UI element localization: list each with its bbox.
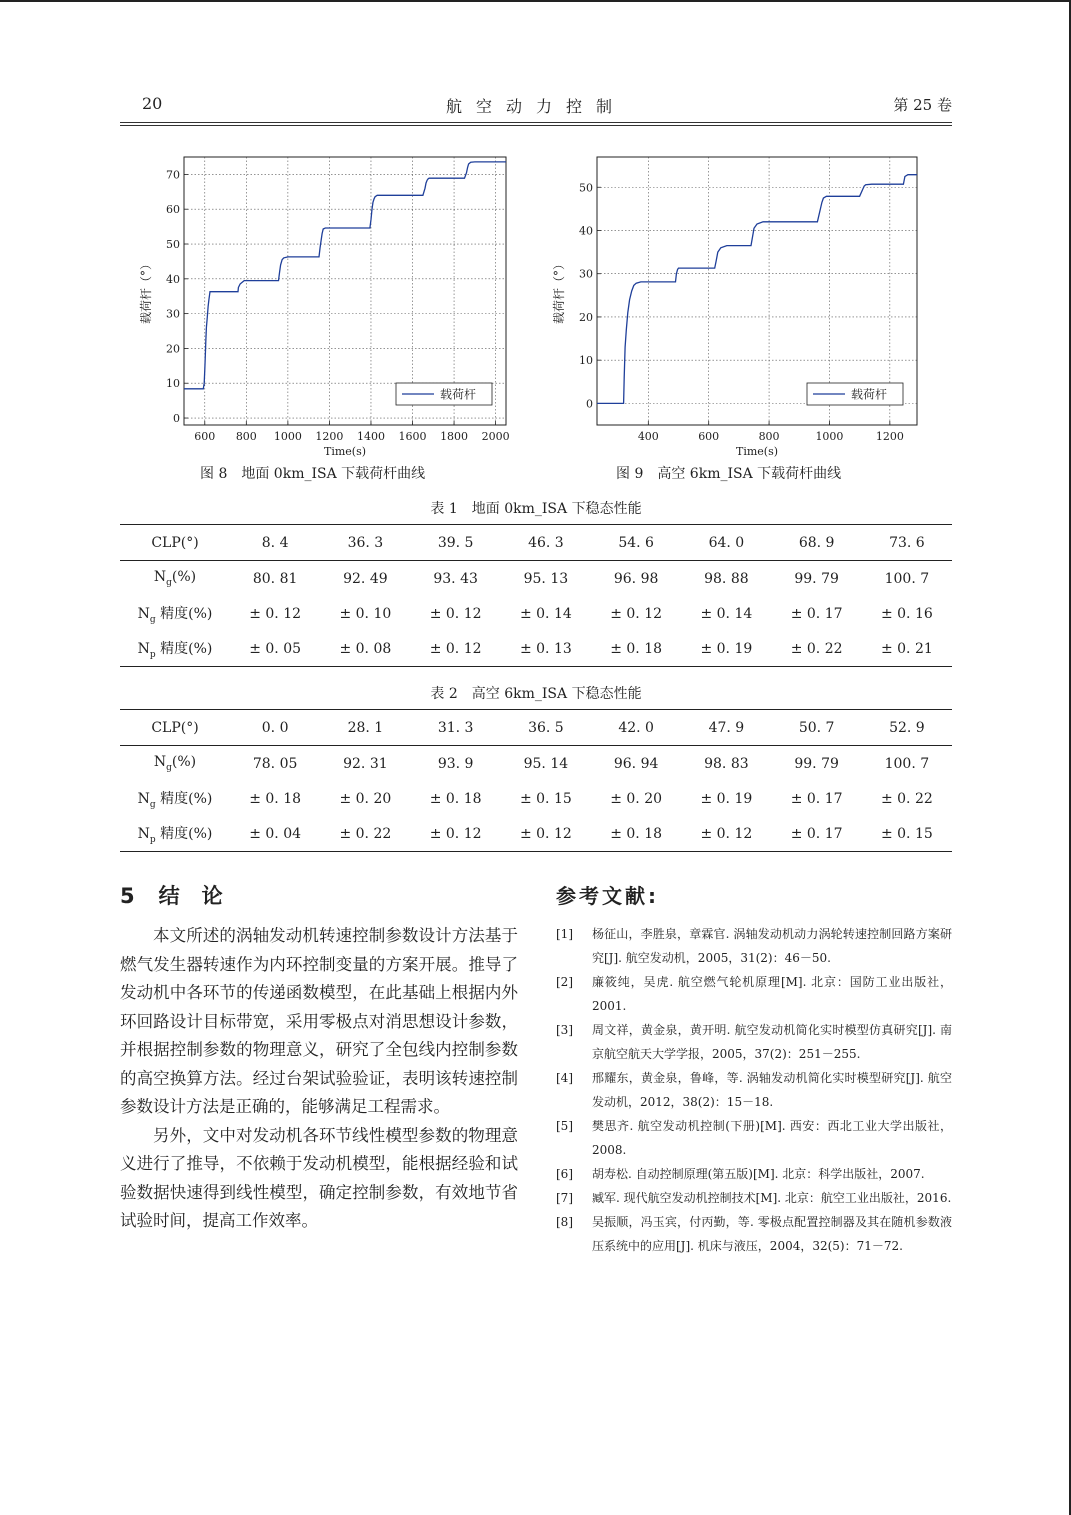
table-cell: ± 0. 12 (411, 816, 501, 852)
table-cell: ± 0. 15 (519, 790, 572, 807)
table-header-cell: 39. 5 (411, 525, 501, 561)
page-border-top (0, 0, 1071, 2)
conclusion-paragraph: 本文所述的涡轴发动机转速控制参数设计方法基于燃气发生器转速作为内环控制变量的方案开展。推导了发动机中各环节的传递函数模型，在此基础上根据内外环回路设计目标带宽，采用零极点对消思想设计参数，并根据控制参数的物理意义，研究了全包线内控制参数的高空换算方法。经过台架试验验证，表明该转速控制参数设计方法是正确的，能够满足工程需求。 (120, 926, 518, 1116)
reference-number: [5] (556, 1119, 573, 1133)
row-label-text: 精度(%) (155, 790, 213, 807)
reference-number: [7] (556, 1191, 573, 1205)
table-cell: ± 0. 10 (339, 605, 392, 622)
figure-8-caption: 图 8 地面 0km_ISA 下载荷杆曲线 (200, 466, 426, 482)
x-tick-label: 1800 (440, 430, 469, 443)
table-row (120, 596, 952, 631)
table-header-cell: 54. 6 (591, 525, 681, 561)
y-tick-label: 40 (579, 224, 593, 238)
table-cell: 92. 49 (343, 570, 388, 587)
x-tick-label: 1200 (875, 430, 904, 443)
row-label (120, 781, 230, 816)
volume-label: 第 25 卷 (893, 96, 952, 114)
table-header-cell: 73. 6 (862, 525, 952, 561)
table-header-cell: 8. 4 (230, 525, 320, 561)
table-cell: 95. 14 (523, 755, 569, 772)
y-tick-label: 40 (166, 272, 180, 286)
table-cell: ± 0. 17 (772, 816, 862, 852)
x-axis-label: Time(s) (323, 445, 367, 458)
y-tick-label: 20 (579, 310, 593, 324)
x-tick-label: 800 (758, 430, 780, 443)
row-label (120, 746, 230, 782)
table-row (120, 561, 952, 597)
table-cell: ± 0. 08 (320, 631, 410, 667)
table-header-label: CLP(°) (120, 525, 230, 561)
y-tick-label: 0 (586, 397, 593, 411)
table-cell: ± 0. 19 (700, 790, 753, 807)
table-header-cell: 28. 1 (320, 710, 410, 746)
row-label-symbol: N (153, 754, 167, 771)
reference-text: 杨征山，李胜泉，章霖官. 涡轴发动机动力涡轮转速控制回路方案研究[J]. 航空发动机，2005，31(2)：46－50. (592, 927, 952, 965)
y-tick-label: 0 (173, 412, 180, 426)
table-cell: ± 0. 13 (501, 631, 591, 667)
y-tick-label: 30 (579, 267, 593, 281)
conclusion-heading (120, 880, 245, 910)
reference-text: 臧军. 现代航空发动机控制技术[M]. 北京：航空工业出版社，2016. (592, 1191, 952, 1205)
table-header-cell: 42. 0 (591, 710, 681, 746)
legend-label: 载荷杆 (851, 387, 888, 402)
page-number: 20 (142, 94, 163, 113)
y-tick-label: 10 (166, 377, 180, 391)
y-tick-label: 20 (166, 342, 180, 356)
table-header-cell: 36. 5 (501, 710, 591, 746)
table-cell: ± 0. 12 (610, 605, 663, 622)
table-cell: 96. 98 (613, 570, 659, 587)
row-label-subscript: g (149, 799, 156, 810)
row-label-symbol: N (137, 790, 150, 807)
table-header-cell: 50. 7 (772, 710, 862, 746)
reference-item (556, 1186, 952, 1210)
table-cell: 100. 7 (884, 570, 930, 587)
row-label-text: 精度(%) (155, 640, 213, 657)
table-header-cell: 64. 0 (681, 525, 771, 561)
reference-text: 周文祥，黄金泉，黄开明. 航空发动机简化实时模型仿真研究[J]. 南京航空航天大学学报，2005，37(2)：251－255. (592, 1023, 952, 1061)
references-heading: 参考文献: (556, 884, 659, 908)
row-label-subscript: p (149, 834, 156, 845)
table-cell: 96. 94 (613, 755, 659, 772)
reference-text: 邢耀东，黄金泉，鲁峰，等. 涡轴发动机简化实时模型研究[J]. 航空发动机，2012，38(2)：15－18. (592, 1071, 952, 1109)
row-label-subscript: p (149, 649, 156, 660)
reference-number: [2] (556, 975, 573, 989)
table-1 (120, 524, 952, 667)
conclusion-body (120, 922, 518, 1236)
table-row (120, 816, 952, 852)
reference-number: [1] (556, 927, 573, 941)
reference-text: 廉筱纯，吴虎. 航空燃气轮机原理[M]. 北京：国防工业出版社，2001. (592, 975, 952, 1013)
table-header-cell: 46. 3 (501, 525, 591, 561)
table-header-cell: 36. 3 (320, 525, 410, 561)
row-label (120, 631, 230, 667)
table-cell: ± 0. 17 (790, 790, 843, 807)
table-cell: ± 0. 19 (681, 631, 771, 667)
row-label-symbol: N (137, 605, 150, 622)
table-cell: ± 0. 18 (429, 790, 482, 807)
table-header-cell: 52. 9 (862, 710, 952, 746)
table-cell: ± 0. 18 (249, 790, 302, 807)
table-cell: 93. 9 (437, 755, 474, 772)
table-cell: ± 0. 05 (230, 631, 320, 667)
y-tick-label: 60 (166, 203, 180, 217)
row-label (120, 596, 230, 631)
table-2-title: 表 2 高空 6km_ISA 下稳态性能 (430, 686, 642, 702)
reference-number: [4] (556, 1071, 573, 1085)
reference-item (556, 1018, 952, 1066)
y-tick-label: 70 (166, 168, 180, 182)
table-cell: 98. 83 (704, 755, 749, 772)
table-header-cell: 31. 3 (411, 710, 501, 746)
running-header (120, 94, 952, 124)
table-cell: ± 0. 12 (429, 605, 482, 622)
header-rule (120, 125, 952, 126)
figure-9-chart (545, 150, 925, 460)
table-cell: ± 0. 14 (519, 605, 572, 622)
table-cell: ± 0. 04 (230, 816, 320, 852)
chart-svg (120, 150, 520, 460)
row-label-text: 精度(%) (155, 825, 213, 842)
y-tick-label: 10 (579, 354, 593, 368)
table-cell: 80. 81 (252, 570, 298, 587)
reference-text: 樊思齐. 航空发动机控制(下册)[M]. 西安：西北工业大学出版社，2008. (592, 1119, 952, 1157)
row-label (120, 816, 230, 852)
reference-item (556, 1162, 952, 1186)
reference-item (556, 922, 952, 970)
reference-item (556, 1210, 952, 1258)
table-cell: ± 0. 12 (249, 605, 302, 622)
x-tick-label: 600 (698, 430, 720, 443)
y-tick-label: 30 (166, 307, 180, 321)
table-header-cell: 68. 9 (772, 525, 862, 561)
y-tick-label: 50 (579, 181, 593, 195)
table-cell: ± 0. 17 (790, 605, 843, 622)
reference-text: 胡寿松. 自动控制原理(第五版)[M]. 北京：科学出版社，2007. (592, 1167, 925, 1181)
table-2 (120, 709, 952, 852)
x-tick-label: 800 (235, 430, 257, 443)
table-cell: ± 0. 18 (591, 816, 681, 852)
row-label-symbol: N (137, 825, 150, 842)
legend-label: 载荷杆 (440, 387, 477, 402)
table-1-title: 表 1 地面 0km_ISA 下稳态性能 (430, 501, 642, 517)
table-cell: ± 0. 14 (700, 605, 753, 622)
x-tick-label: 400 (637, 430, 659, 443)
reference-number: [6] (556, 1167, 573, 1181)
table-cell: ± 0. 16 (880, 605, 933, 622)
table-cell: ± 0. 12 (681, 816, 771, 852)
table-cell: ± 0. 22 (772, 631, 862, 667)
table-cell: 99. 79 (794, 570, 839, 587)
figure-8-chart (120, 150, 520, 460)
table-header-label: CLP(°) (120, 710, 230, 746)
x-tick-label: 1200 (315, 430, 344, 443)
table-cell: ± 0. 20 (339, 790, 392, 807)
row-label-subscript: g (166, 762, 172, 773)
chart-svg (545, 150, 925, 460)
reference-item (556, 970, 952, 1018)
table-row (120, 631, 952, 667)
table-cell: 92. 31 (343, 755, 388, 772)
table-cell: ± 0. 20 (610, 790, 663, 807)
reference-number: [3] (556, 1023, 573, 1037)
table-cell: ± 0. 22 (880, 790, 933, 807)
x-tick-label: 600 (194, 430, 216, 443)
table-cell: 93. 43 (433, 570, 478, 587)
reference-list (556, 922, 952, 1258)
y-tick-label: 50 (166, 238, 180, 252)
y-axis-label: 载荷杆（°） (139, 257, 153, 325)
table-header-cell: 47. 9 (681, 710, 771, 746)
row-label-symbol: N (153, 569, 167, 586)
row-label-text: 精度(%) (155, 605, 213, 622)
table-cell: ± 0. 12 (501, 816, 591, 852)
table-cell: ± 0. 12 (411, 631, 501, 667)
journal-title: 航空动力控制 (445, 97, 626, 116)
table-cell: 98. 88 (704, 570, 749, 587)
header-rule (120, 122, 952, 123)
reference-text: 吴振顺，冯玉宾，付丙勤，等. 零极点配置控制器及其在随机参数液压系统中的应用[J]. 机床与液压，2004，32(5)：71－72. (592, 1215, 952, 1253)
row-label-text: (%) (171, 754, 197, 771)
table-cell: 78. 05 (252, 755, 298, 772)
x-tick-label: 1400 (356, 430, 385, 443)
table-cell: 99. 79 (794, 755, 839, 772)
x-tick-label: 1600 (398, 430, 427, 443)
section-number: 5 (120, 884, 135, 908)
table-header-cell: 0. 0 (230, 710, 320, 746)
row-label-text: (%) (171, 569, 197, 586)
reference-number: [8] (556, 1215, 573, 1229)
conclusion-paragraph: 另外，文中对发动机各环节线性模型参数的物理意义进行了推导，不依赖于发动机模型，能根据经验和试验数据快速得到线性模型，确定控制参数，有效地节省试验时间，提高工作效率。 (120, 1125, 518, 1230)
row-label-subscript: g (149, 614, 156, 625)
x-axis-label: Time(s) (735, 445, 779, 458)
table-row (120, 781, 952, 816)
y-axis-label: 载荷杆（°） (552, 257, 566, 325)
table-cell: ± 0. 15 (862, 816, 952, 852)
table-cell: 100. 7 (884, 755, 930, 772)
reference-item (556, 1114, 952, 1162)
table-cell: ± 0. 21 (862, 631, 952, 667)
figure-9-caption: 图 9 高空 6km_ISA 下载荷杆曲线 (616, 466, 842, 482)
row-label-symbol: N (137, 640, 150, 657)
row-label-subscript: g (166, 577, 172, 588)
table-cell: 95. 13 (523, 570, 569, 587)
table-cell: ± 0. 22 (320, 816, 410, 852)
x-tick-label: 1000 (273, 430, 302, 443)
table-cell: ± 0. 18 (591, 631, 681, 667)
section-title: 结论 (158, 884, 245, 908)
reference-item (556, 1066, 952, 1114)
row-label (120, 561, 230, 597)
x-tick-label: 2000 (481, 430, 510, 443)
x-tick-label: 1000 (815, 430, 844, 443)
table-row (120, 746, 952, 782)
